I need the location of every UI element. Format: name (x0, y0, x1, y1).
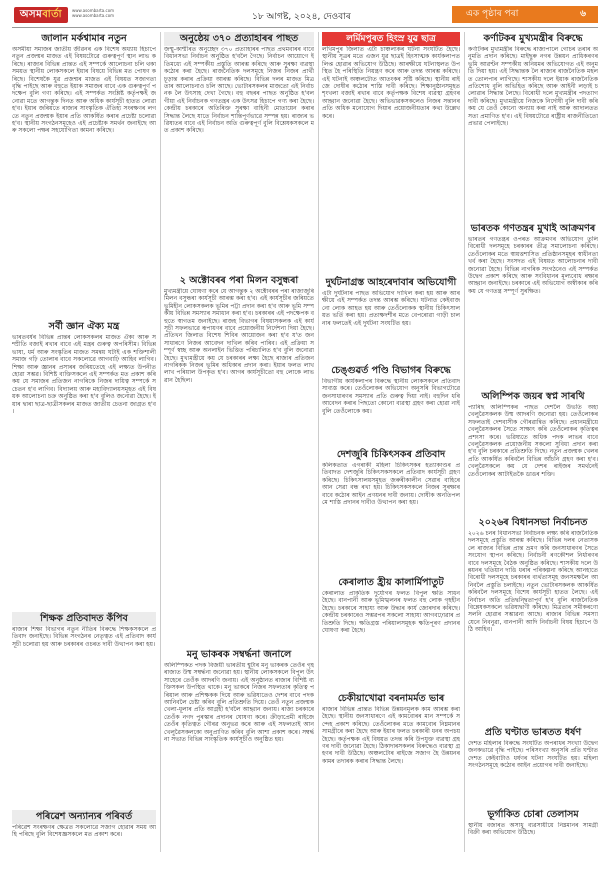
article-3-2-body: এটা দুৰ্ঘটনাৰ পাছত অভিযোগ দাখিল কৰা হয় আৰু আৰক্ষীয়ে এই সম্পৰ্কত তদন্ত আৰম্ভ কৰিছে। ঘটনাত কেইবাজনো লোক আহত হয় আৰু তেওঁলোকক স্থানীয় চিকিৎসালয়ত ভৰ্তি কৰা হয়। প্ৰত্যক্ষদৰ্শীৰ মতে বেপৰোৱা গাড়ী চালনাৰ ফলতেই এই দুৰ্ঘটনা সংঘটিত হয়। (322, 290, 460, 327)
article-2-1-body: জম্মু-কাশ্মীৰত অনুচ্ছেদ ৩৭০ প্ৰত্যাহাৰৰ পাছত প্ৰথমবাৰৰ বাবে বিধানসভা নিৰ্বাচন অনুষ্ঠিত হ'বলৈ গৈছে। নিৰ্বাচন আয়োগে ইতিমধ্যে এই সম্পৰ্কীয় প্ৰস্তুতি আৰম্ভ কৰিছে আৰু সুৰক্ষা ব্যৱস্থা কঠোৰ কৰা হৈছে। ৰাজনৈতিক দলসমূহে নিজৰ নিজৰ প্ৰাৰ্থী চূড়ান্ত কৰাৰ প্ৰক্ৰিয়া আৰম্ভ কৰিছে। বিভিন্ন দলৰ মাজত মিত্ৰতাৰ আলোচনাও চলি আছে। ভোটাৰসকলৰ মাজতো এই নিৰ্বাচনক লৈ উৎসাহ দেখা গৈছে। বহু বছৰৰ পাছত অনুষ্ঠিত হ'বলগীয়া এই নিৰ্বাচনক গণতন্ত্ৰৰ এক উৎসৱ হিচাপে গণ্য কৰা হৈছে। কেন্দ্ৰীয় চৰকাৰে অতিৰিক্ত সুৰক্ষা বাহিনী মোতায়েন কৰাৰ সিদ্ধান্ত লৈছে যাতে নিৰ্বাচন শান্তিপূৰ্ণভাৱে সম্পন্ন হয়। ৰাজ্যৰ ভৱিষ্যতৰ বাবে এই নিৰ্বাচন অতি গুৰুত্বপূৰ্ণ বুলি বিশ্লেষকসকলে মত প্ৰকাশ কৰিছে। (164, 46, 314, 135)
article-1-2-body: ভাৰতবৰ্ষৰ বিভিন্ন প্ৰান্তৰ লোকসকলৰ মাজত ঐক্য আৰু সম্প্ৰীতি বজাই ৰখাৰ বাবে এই মন্ত্ৰৰ গুৰুত্ব অপৰিসীম। বিভিন্ন ভাষা, ধৰ্ম আৰু সংস্কৃতিৰ মাজত সমন্বয় ঘটাই এক শক্তিশালী সমাজ গঢ়ি তোলাৰ বাবে সকলোৱে আগবাঢ়ি আহিব লাগিব। শিক্ষা আৰু জ্ঞানৰ প্ৰসাৰৰ জৰিয়তেহে এই লক্ষ্যত উপনীত হোৱা সম্ভৱ। বিশিষ্ট ব্যক্তিসকলে এই সম্পৰ্কত মত প্ৰকাশ কৰি কয় যে সমাজৰ প্ৰতিজন নাগৰিকে নিজৰ দায়িত্ব সম্পৰ্কে সচেতন হ'ব লাগিব। বিদ্যালয় আৰু মহাবিদ্যালয়সমূহত এই বিষয়ক আলোচনা চক্ৰ অনুষ্ঠিত কৰা হ'ব বুলিও জনোৱা হৈছে। ইয়াৰ দ্বাৰা ছাত্ৰ-ছাত্ৰীসকলৰ মাজত জাতীয় চেতনা জাগ্ৰত হ'ব। (12, 334, 156, 416)
logo-main-text: অসম (19, 9, 43, 20)
article-3-3-body: বিভাগীয় কাৰ্যকলাপৰ বিৰুদ্ধে স্থানীয় লোকসকলে প্ৰতিবাদ সাব্যস্ত কৰে। তেওঁলোকৰ অভিযোগ অনুসৰি বিভাগটোৱে জনসাধাৰণৰ সমস্যাৰ প্ৰতি গুৰুত্ব দিয়া নাই। বহুদিন ধৰি আবেদন কৰাৰ পিছতো কোনো ব্যৱস্থা গ্ৰহণ কৰা হোৱা নাই বুলি তেওঁলোকে কয়। (322, 378, 460, 415)
section-label: এক পৃষ্ঠাৰ পৰা (466, 9, 519, 19)
masthead (0, 0, 610, 28)
headline-3-4: দেশজুৰি চিকিৎসকৰ প্ৰতিবাদ (336, 449, 446, 460)
headline-4-3: অলিম্পিক জয়ৰ স্বপ্ন সাৰথি (481, 391, 585, 402)
newspaper-logo[interactable] (14, 7, 68, 23)
headline-3-2: দুৰ্ঘটনাগ্ৰস্ত আহৰেদাবাৰ অভিযোগী (325, 277, 457, 288)
article-3-5-body: কেৰালাত প্ৰাকৃতিক দুৰ্যোগৰ ফলত বিপুল ক্ষতি সাধন হৈছে। বানপানী আৰু ভূমিস্খলনৰ ফলত বহু লোক গৃহহীন হৈছে। চৰকাৰে সাহায্য আৰু উদ্ধাৰ কাৰ্য জোৰদাৰ কৰিছে। কেন্দ্ৰীয় চৰকাৰেও সম্ভৱপৰ সকলো সাহায্য আগবঢ়োৱাৰ প্ৰতিশ্ৰুতি দিছে। ক্ষতিগ্ৰস্ত পৰিয়ালসমূহক ক্ষতিপূৰণ প্ৰদানৰ ঘোষণা কৰা হৈছে। (322, 590, 460, 635)
article-1-4-body: পৰিৱেশ সংৰক্ষণৰ ক্ষেত্ৰত সকলোৱে সজাগ হোৱাৰ সময় আহি পৰিছে বুলি বিশেষজ্ঞসকলে মত প্ৰকাশ কৰে। (12, 824, 156, 839)
page-number: ৬ (580, 9, 586, 19)
headline-1-3: শিক্ষক প্ৰতিবাদত কঁপিব (12, 612, 156, 626)
headline-4-6: ভূৰ্গাকিত চোৰা তেলাসম (487, 809, 579, 820)
article-3-6-body: ৰাজ্যৰ বিভিন্ন প্ৰান্তত বিভিন্ন উন্নয়নমূলক কাম আৰম্ভ কৰা হৈছে। স্থানীয় জনসাধাৰণে এই কামবোৰৰ মান সম্পৰ্কে সন্দেহ প্ৰকাশ কৰিছে। তেওঁলোকৰ মতে কামবোৰ নিম্নমানৰ সামগ্ৰীৰে কৰা হৈছে আৰু ইয়াৰ ফলত চৰকাৰী ধনৰ অপচয় হৈছে। কৰ্তৃপক্ষক এই বিষয়ত তদন্ত কৰি উপযুক্ত ব্যৱস্থা গ্ৰহণৰ দাবী জনোৱা হৈছে। ঠিকাদাৰসকলৰ বিৰুদ্ধেও ব্যৱস্থা গ্ৰহণৰ দাবী উঠিছে। অঞ্চলটোৰ ৰাইজে সজাগ হৈ উন্নয়নৰ কামৰ তদাৰক কৰাৰ সিদ্ধান্ত লৈছে। (322, 706, 460, 765)
headline-3-5: কেৰালাত হ্ৰীয় কালাৰ্মিপাতুট (338, 577, 444, 588)
article-3-1-body: লখিমপুৰ জিলাত এটা চাঞ্চল্যকৰ ঘটনা সংঘটিত হৈছে। স্থানীয় সূত্ৰৰ মতে এজন যুৱ ছাত্ৰই হিংসাত্মক কাৰ্যকলাপত লিপ্ত হোৱাৰ অভিযোগ উঠিছে। আৰক্ষীয়ে ঘটনাস্থলত উপস্থিত হৈ পৰিস্থিতি নিয়ন্ত্ৰণ কৰে আৰু তদন্ত আৰম্ভ কৰিছে। এই ঘটনাই অঞ্চলটোত আতংকৰ সৃষ্টি কৰিছে। স্থানীয় ৰাইজে দোষীৰ কঠোৰ শাস্তি দাবী কৰিছে। শিক্ষানুষ্ঠানসমূহত শৃংখলা বজাই ৰখাৰ বাবে কৰ্তৃপক্ষক বিশেষ ব্যৱস্থা গ্ৰহণৰ আহ্বান জনোৱা হৈছে। অভিভাৱকসকলেও নিজৰ সন্তানৰ প্ৰতি অধিক মনোযোগ দিয়াৰ প্ৰয়োজনীয়তাৰ কথা উল্লেখ কৰে। (322, 46, 460, 120)
article-2-3-body: অলিম্পিকত পদক বিজয়ী ভাৰতীয় শ্বুটাৰ মনু ভাকৰক তেওঁৰ গৃহৰাজ্যত উষ্ম সম্বৰ্দ্ধনা জনোৱা হয়। স্থানীয় লোকসকলে বিপুল উৎসাহেৰে তেওঁক আদৰণি জনায়। এই অনুষ্ঠানত ৰাজ্যৰ বিশিষ্ট ব্যক্তিসকল উপস্থিত থাকে। মনু ভাকৰে নিজৰ সফলতাৰ কৃতিত্ব পৰিয়াল আৰু প্ৰশিক্ষকক দিয়ে আৰু ভৱিষ্যতেও দেশৰ বাবে পদক আনিবলৈ চেষ্টা কৰিব বুলি প্ৰতিশ্ৰুতি দিয়ে। তেওঁ নতুন প্ৰজন্মক খেলা-ধূলাৰ প্ৰতি আগ্ৰহী হ'বলৈ আহ্বান জনায়। ৰাজ্য চৰকাৰে তেওঁক নগদ পুৰস্কাৰ প্ৰদানৰ ঘোষণা কৰে। ক্ৰীড়াপ্ৰেমী ৰাইজে তেওঁৰ কৃতিত্বত গৌৰৱ অনুভৱ কৰে আৰু এই সফলতাই আন খেলুৱৈসকলকো অনুপ্ৰাণিত কৰিব বুলি আশা প্ৰকাশ কৰে। সম্বৰ্দ্ধনা সভাত বিভিন্ন সাংস্কৃতিক কাৰ্যসূচীও অনুষ্ঠিত হয়। (164, 662, 314, 744)
web-line-1[interactable]: www.asombarta.com (72, 8, 115, 13)
headline-2-3: মনু ভাকৰক সম্বৰ্দ্ধনা জনালে (186, 649, 292, 660)
article-4-3-body: প্যাৰিছ অলিম্পিকৰ পাছত দেশলৈ উভতি অহা খেলুৱৈসকলক উষ্ম আদৰণি জনোৱা হয়। তেওঁলোকৰ সফলতাই দেশবাসীক গৌৰৱান্বিত কৰিছে। প্ৰধানমন্ত্ৰীয়ে খেলুৱৈসকলৰ সৈতে সাক্ষাৎ কৰি তেওঁলোকৰ কৃতিত্বৰ প্ৰশংসা কৰে। ভৱিষ্যতে অধিক পদক লাভৰ বাবে খেলুৱৈসকলক প্ৰয়োজনীয় সকলো সুবিধা প্ৰদান কৰা হ'ব বুলি চৰকাৰে প্ৰতিশ্ৰুতি দিছে। নতুন প্ৰজন্মক খেলৰ প্ৰতি আকৰ্ষিত কৰিবলৈ বিভিন্ন আঁচনি গ্ৰহণ কৰা হ'ব। খেলুৱৈসকলে কয় যে দেশৰ ৰাইজৰ সমৰ্থনেই তেওঁলোকৰ আটাইতকৈ ডাঙৰ শক্তি। (468, 404, 598, 478)
headline-4-4: ২০২৬ৰ বিধানসভা নিৰ্বাচনত (478, 517, 588, 528)
article-4-5-body: দেশত মহিলাৰ বিৰুদ্ধে সংঘটিত অপৰাধৰ সংখ্যা উদ্বেগজনকভাৱে বৃদ্ধি পাইছে। পৰিসংখ্যা অনুসৰি প্ৰতি ঘণ্টাত দেশত কেইবাটাও ধৰ্ষণৰ ঘটনা সংঘটিত হয়। মহিলা সংগঠনসমূহে কঠোৰ আইন প্ৰয়োগৰ দাবী জনাইছে। (468, 740, 598, 770)
column-3 (322, 32, 460, 858)
section-tab (452, 6, 598, 23)
article-1-3-body: ৰাজ্যৰ শিক্ষা বিভাগৰ নতুন নীতিৰ বিৰুদ্ধে শিক্ষকসকলে প্ৰতিবাদ জনাইছে। বিভিন্ন সংগঠনৰ নেতৃত্বত এই প্ৰতিবাদ কাৰ্যসূচী চলোৱা হয় আৰু চৰকাৰৰ ওচৰত দাবী উত্থাপন কৰা হয়। (12, 626, 156, 648)
article-4-4-body: ২০২৬ চনৰ বিধানসভা নিৰ্বাচনক লক্ষ্য কৰি ৰাজনৈতিক দলসমূহে প্ৰস্তুতি আৰম্ভ কৰিছে। বিভিন্ন দলৰ নেতাসকলে ৰাজ্যৰ বিভিন্ন প্ৰান্ত ভ্ৰমণ কৰি জনসাধাৰণৰ সৈতে সংযোগ স্থাপন কৰিছে। নিৰ্বাচনী ৰণকৌশল নিৰ্ধাৰণৰ বাবে দলসমূহে বৈঠক অনুষ্ঠিত কৰিছে। শাসকীয় দলে উন্নয়নৰ খতিয়ান দাঙি ধৰাৰ পৰিকল্পনা কৰিছে আনহাতে বিৰোধী দলসমূহে চৰকাৰৰ ব্যৰ্থতাসমূহ জনসমক্ষলৈ আনিবলৈ প্ৰস্তুতি চলাইছে। নতুন ভোটাৰসকলক আকৰ্ষিত কৰিবলৈ দলসমূহে বিশেষ কাৰ্যসূচী হাতত লৈছে। এই নিৰ্বাচন অতি প্ৰতিদ্বন্দ্বিতাপূৰ্ণ হ'ব বুলি ৰাজনৈতিক বিশ্লেষকসকলে ভৱিষ্যদ্বাণী কৰিছে। মিত্ৰতাৰ সমীকৰণো সলনি হোৱাৰ সম্ভাৱনা আছে। ৰাজ্যৰ বিভিন্ন সমস্যা যেনে নিবনুৱা, বানপানী আদি নিৰ্বাচনী বিষয় হিচাপে উঠি আহিব। (468, 530, 598, 634)
issue-date: ১৮ আগষ্ট, ২০২৪, দেওবাৰ (252, 12, 351, 22)
headline-3-1: লৰ্মিমপুৰত হিংস্ৰ যুৱ ছাত্ৰ (322, 32, 460, 46)
headline-1-2: সৰ্বী জ্ঞান ঐক্য মন্ত্ৰ (48, 321, 120, 332)
article-1-1-body: অসমীয়া সমাজৰ জাতীয় জীৱনৰ এক বিশেষ অধ্যায় হিচাপে নতুন প্ৰজন্মৰ মাজত এই বিষয়টোৱে গুৰুত্বপূৰ্ণ স্থান লাভ কৰিছে। ৰাজ্যৰ বিভিন্ন প্ৰান্তত এই সম্পৰ্কে আলোচনা চলি থকা সময়ত স্থানীয় লোকসকলে ইয়াৰ বিষয়ে বিভিন্ন মত পোষণ কৰিছে। বিশেষকৈ যুৱ প্ৰজন্মৰ মাজত এই বিষয়ত সজাগতা বৃদ্ধি পাইছে আৰু বহুতে ইয়াক সমাজৰ বাবে এক গুৰুত্বপূৰ্ণ পদক্ষেপ বুলি গণ্য কৰিছে। এই সম্পৰ্কত সংশ্লিষ্ট কৰ্তৃপক্ষই জনোৱা মতে আগন্তুক দিনত আৰু অধিক কাৰ্যসূচী হাতত লোৱা হ'ব। ইয়াৰ জৰিয়তে ৰাজ্যৰ সাংস্কৃতিক ঐতিহ্য সংৰক্ষণৰ লগতে নতুন প্ৰজন্মক ইয়াৰ প্ৰতি আকৰ্ষিত কৰাৰ প্ৰচেষ্টা চলোৱা হ'ব। স্থানীয় সংগঠনসমূহেও এই প্ৰচেষ্টাক সমৰ্থন জনাইছে আৰু সকলো পক্ষৰ সহযোগিতা কামনা কৰিছে। (12, 46, 156, 135)
headline-3-6: চেকীয়াখোৱা বৰনামৰ্মত ভাৰ (337, 693, 445, 704)
article-4-2-body: ভাৰতৰ গণতন্ত্ৰৰ ওপৰত আক্ৰমণৰ অভিযোগ তুলি বিৰোধী দলসমূহে চৰকাৰৰ তীব্ৰ সমালোচনা কৰিছে। তেওঁলোকৰ মতে স্বায়ত্তশাসিত প্ৰতিষ্ঠানসমূহৰ স্বাধীনতা খৰ্ব কৰা হৈছে। সংসদত এই বিষয়ত আলোচনাৰ দাবী জনোৱা হৈছে। বিভিন্ন নাগৰিক সংগঠনেও এই সম্পৰ্কত উদ্বেগ প্ৰকাশ কৰিছে আৰু সংবিধানৰ মূল্যবোধ ৰক্ষাৰ আহ্বান জনাইছে। চৰকাৰে এই অভিযোগ অস্বীকাৰ কৰি কয় যে গণতন্ত্ৰ সম্পূৰ্ণ সুৰক্ষিত। (468, 236, 598, 295)
column-divider (318, 32, 319, 852)
headline-1-1: জালান মৰ্কশ্বামাৰ নতুন (41, 33, 127, 44)
web-line-2[interactable]: www.asombarta.com (72, 13, 115, 18)
headline-2-2: ২ অক্টোবৰৰ পৰা মিলন বসুন্ধৰা (179, 275, 299, 286)
headline-4-2: ভাৰতক গণতন্ত্ৰৰ মুখাই আক্ৰমণৰ (470, 223, 596, 234)
logo-accent-text: বাৰ্তা (42, 9, 63, 20)
headline-3-3: চেঙ্গুৱৰ্ত পণ্ডি বিভাগৰ বিৰুদ্ধে (331, 365, 451, 376)
column-divider (160, 32, 161, 852)
column-2 (164, 32, 314, 848)
article-3-4-body: কলিকতাত এগৰাকী মহিলা চিকিৎসকৰ হত্যাকাণ্ডৰ প্ৰতিবাদত দেশজুৰি চিকিৎসকসকলে প্ৰতিবাদ কাৰ্যসূচী গ্ৰহণ কৰিছে। চিকিৎসালয়সমূহত জৰুৰীকালীন সেৱাৰ বাহিৰে আন সেৱা বন্ধ ৰখা হয়। চিকিৎসকসকলে নিজৰ সুৰক্ষাৰ বাবে কঠোৰ আইন প্ৰণয়নৰ দাবী জনায়। দোষীক অনতিপলমে শাস্তি প্ৰদানৰ দাবীও উত্থাপন কৰা হয়। (322, 462, 460, 507)
masthead-divider (12, 27, 598, 28)
headline-2-1: অনুষ্ঠেয় ৩৭০ প্ৰত্যাহাৰৰ পাছত (164, 32, 314, 46)
web-address (72, 8, 114, 18)
column-1 (12, 32, 156, 890)
article-4-6-body: স্থানীয় বজাৰত অসাধু ব্যৱসায়ীয়ে নিম্নমানৰ সামগ্ৰী বিক্ৰী কৰা অভিযোগ উঠিছে। (468, 822, 598, 837)
headline-4-5: প্ৰতি ঘণ্টাত ভাৰতত ধৰ্ষণ (484, 727, 582, 738)
article-4-1-body: কৰ্ণাটকৰ মুখ্যমন্ত্ৰীৰ বিৰুদ্ধে ৰাজ্যপালে গোচৰ তৰাৰ অনুমতি প্ৰদান কৰিছে। মাইছুৰু নগৰ উন্নয়ন প্ৰাধিকৰণৰ ভূমি আৱণ্টন সম্পৰ্কীয় অনিয়মৰ অভিযোগত এই অনুমতি দিয়া হয়। এই সিদ্ধান্তক লৈ ৰাজ্যৰ ৰাজনৈতিক মহলত তোলপাৰ লাগিছে। শাসকীয় দলে ইয়াক ৰাজনৈতিক প্ৰতিশোধ বুলি অভিহিত কৰিছে আৰু আইনী লড়াই চলোৱাৰ সিদ্ধান্ত লৈছে। বিৰোধী দলে মুখ্যমন্ত্ৰীৰ পদত্যাগ দাবী কৰিছে। মুখ্যমন্ত্ৰীয়ে নিজকে নিৰ্দোষী বুলি দাবী কৰি কয় যে তেওঁ কোনো অন্যায় কৰা নাই আৰু আদালতত সত্য প্ৰমাণিত হ'ব। এই বিষয়টোৱে ৰাষ্ট্ৰীয় ৰাজনীতিতো প্ৰভাৱ পেলাইছে। (468, 46, 598, 128)
article-2-2-body: মুখ্যমন্ত্ৰীয়ে ঘোষণা কৰে যে আগন্তুক ২ অক্টোবৰৰ পৰা ৰাজ্যজুৰি মিলন বসুন্ধৰা কাৰ্যসূচী আৰম্ভ কৰা হ'ব। এই কাৰ্যসূচীৰ জৰিয়তে ভূমিহীন লোকসকলক ভূমিৰ পট্টা প্ৰদান কৰা হ'ব আৰু ভূমি সম্পৰ্কীয় বিভিন্ন সমস্যাৰ সমাধান কৰা হ'ব। চৰকাৰৰ এই পদক্ষেপক বহুতে স্বাগতম জনাইছে। ৰাজহ বিভাগৰ বিষয়াসকলক এই কাৰ্যসূচী সফলভাৱে ৰূপায়ণৰ বাবে প্ৰয়োজনীয় নিৰ্দেশনা দিয়া হৈছে। প্ৰতিখন জিলাত বিশেষ শিবিৰ আয়োজন কৰা হ'ব য'ত জনসাধাৰণে নিজৰ আবেদন দাখিল কৰিব পাৰিব। এই প্ৰক্ৰিয়া সম্পূৰ্ণ স্বচ্ছ আৰু অনলাইন ভিত্তিত পৰিচালিত হ'ব বুলি জনোৱা হৈছে। মুখ্যমন্ত্ৰীয়ে কয় যে চৰকাৰৰ লক্ষ্য হৈছে ৰাজ্যৰ প্ৰতিজন নাগৰিকক নিজৰ ভূমিৰ অধিকাৰ প্ৰদান কৰা। ইয়াৰ ফলত লাখ লাখ পৰিয়াল উপকৃত হ'ব। আগৰ কাৰ্যসূচীতো বহু লোকে লাভৱান হৈছিল। (164, 288, 314, 384)
column-divider (464, 32, 465, 852)
headline-4-1: কৰ্ণাটকৰ মুখ্যমন্ত্ৰীৰ বিৰুদ্ধে (483, 33, 583, 44)
column-4 (468, 32, 598, 844)
headline-1-4: পৰিৱেশ অন্যান্যৰ পৰিবৰ্ত (12, 810, 156, 824)
